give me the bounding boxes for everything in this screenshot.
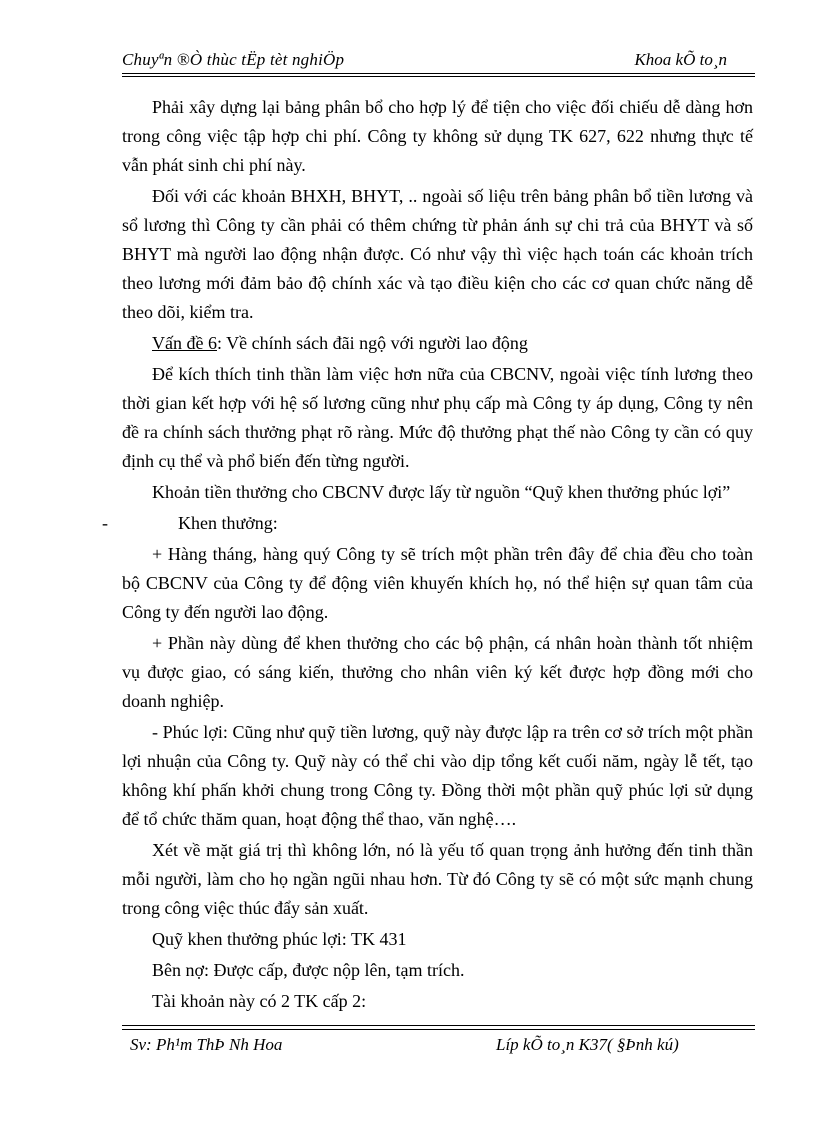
footer-student: Sv: Ph¹m ThÞ Nh Hoa	[130, 1035, 283, 1054]
paragraph: Phải xây dựng lại bảng phân bổ cho hợp lý để tiện cho việc đối chiếu dễ dàng hơn trong công việc tập hợp chi phí. Công ty không sử dụng TK 627, 622 nhưng thực tế vẫn phát sinh chi phí này.	[122, 97, 753, 175]
paragraph: + Phần này dùng để khen thưởng cho các bộ phận, cá nhân hoàn thành tốt nhiệm vụ được giao, có sáng kiến, thưởng cho nhân viên ký kết được hợp đồng mới cho doanh nghiệp.	[122, 633, 753, 711]
paragraph: Xét về mặt giá trị thì không lớn, nó là yếu tố quan trọng ảnh hưởng đến tinh thần mỗi người, làm cho họ ngần ngũi nhau hơn. Từ đó Công ty sẽ có một sức mạnh chung trong công việc thúc đẩy sản xuất.	[122, 840, 753, 918]
paragraph: Để kích thích tinh thần làm việc hơn nữa của CBCNV, ngoài việc tính lương theo thời gian kết hợp với hệ số lương cũng như phụ cấp mà Công ty áp dụng, Công ty nên đề ra chính sách thưởng phạt rõ ràng. Mức độ thưởng phạt thế nào Công ty cần có quy định cụ thể và phổ biến đến từng người.	[122, 364, 753, 471]
page-header	[122, 48, 755, 72]
footer-rule-double	[122, 1029, 755, 1030]
paragraph: Khoản tiền thưởng cho CBCNV được lấy từ nguồn “Quỹ khen thưởng phúc lợi”	[152, 482, 731, 502]
paragraph: + Hàng tháng, hàng quý Công ty sẽ trích một phần trên đây để chia đều cho toàn bộ CBCNV của Công ty để động viên khuyến khích họ, nó thể hiện sự quan tâm của Công ty đến người lao động.	[122, 544, 753, 622]
paragraph: Đối với các khoản BHXH, BHYT, .. ngoài số liệu trên bảng phân bổ tiền lương và sổ lương thì Công ty cần phải có thêm chứng từ phản ánh sự chi trả của BHYT và số BHYT mà người lao động nhận được. Có như vậy thì việc hạch toán các khoản trích theo lương mới đảm bảo độ chính xác và tạo điều kiện cho các cơ quan chức năng dễ theo dõi, kiểm tra.	[122, 186, 753, 322]
footer-rule	[122, 1025, 755, 1026]
reward-label: Khen thưởng:	[178, 513, 278, 533]
header-title: Chuyªn ®Ò thùc tËp tèt nghiÖp	[122, 50, 345, 69]
page-footer	[122, 1025, 755, 1065]
header-rule	[122, 73, 755, 74]
document-body	[102, 93, 753, 1018]
reward-heading	[102, 509, 753, 538]
issue-heading	[122, 329, 753, 358]
issue-text: : Về chính sách đãi ngộ với người lao động	[216, 333, 528, 353]
paragraph: Bên nợ: Được cấp, được nộp lên, tạm trích.	[152, 960, 465, 980]
paragraph: - Phúc lợi: Cũng như quỹ tiền lương, quỹ này được lập ra trên cơ sở trích một phần lợi nhuận của Công ty. Quỹ này có thể chi vào dịp tổng kết cuối năm, ngày lễ tết, tạo không khí phấn khởi chung trong Công ty. Đồng thời một phần quỹ phúc lợi sử dụng để tổ chức thăm quan, hoạt động thể thao, văn nghệ….	[122, 722, 753, 829]
paragraph: Tài khoản này có 2 TK cấp 2:	[152, 991, 367, 1011]
issue-label: Vấn đề 6	[152, 333, 217, 353]
header-rule-double	[122, 76, 755, 77]
bullet-dash: -	[102, 513, 108, 533]
header-faculty: Khoa kÕ to¸n	[634, 50, 727, 69]
footer-class: Líp kÕ to¸n K37( §Þnh kú)	[496, 1035, 679, 1054]
paragraph: Quỹ khen thưởng phúc lợi: TK 431	[152, 929, 407, 949]
